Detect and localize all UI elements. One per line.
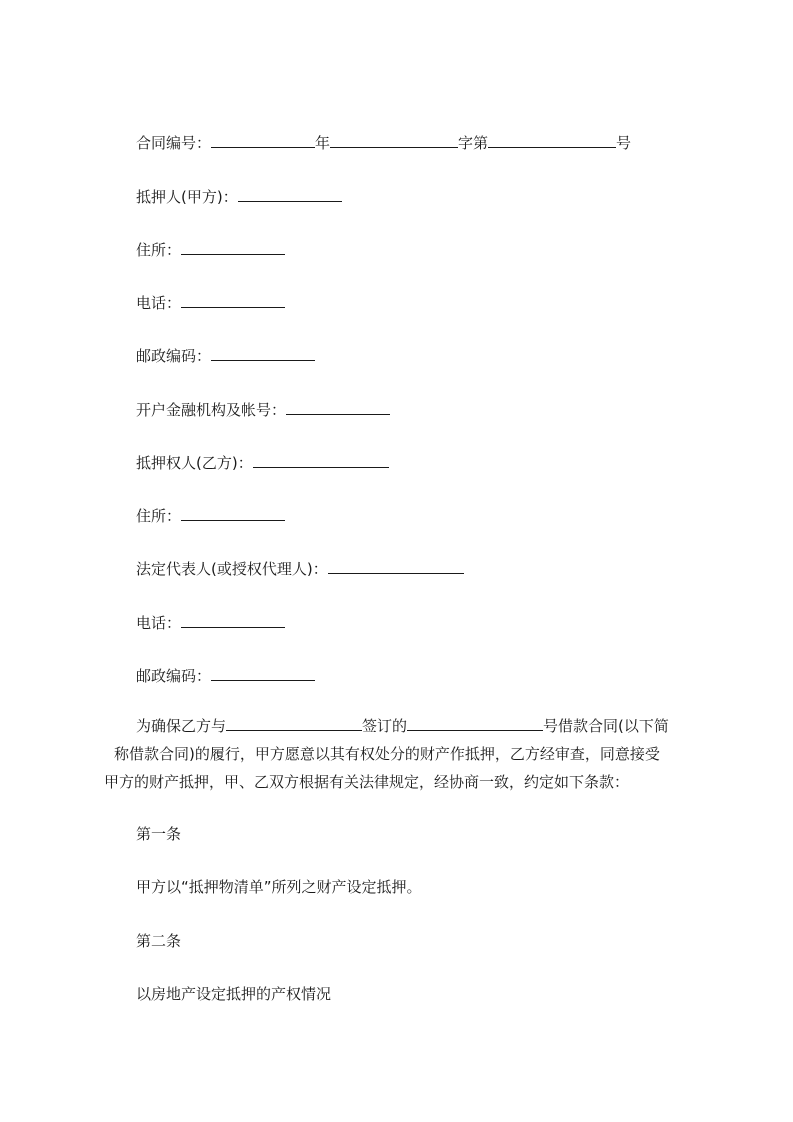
mortgagee-label: 抵押权人(乙方)： (136, 454, 253, 472)
mortgagor-label: 抵押人(甲方)： (136, 188, 238, 206)
article-2-text: 以房地产设定抵押的产权情况 (136, 985, 332, 1003)
preamble-part-3: 号借款合同(以下简 (543, 717, 669, 735)
contract-number-line (136, 131, 631, 153)
mortgagor-address-label: 住所： (136, 241, 182, 259)
mortgagor-bank-blank[interactable] (286, 398, 390, 415)
mortgagor-bank-label: 开户金融机构及帐号： (136, 401, 287, 419)
contract-year-suffix: 年 (315, 134, 331, 152)
preamble-paragraph (104, 712, 669, 796)
mortgagor-address-line (136, 238, 285, 260)
mortgagee-address-label: 住所： (136, 507, 182, 525)
mortgagor-phone-line (136, 291, 285, 313)
preamble-part-2: 签订的 (362, 717, 408, 735)
mortgagee-postcode-blank[interactable] (211, 664, 315, 681)
article-1-title: 第一条 (136, 825, 182, 843)
preamble-contract-no-blank[interactable] (407, 714, 543, 731)
mortgagee-address-blank[interactable] (181, 504, 285, 521)
preamble-line-1 (104, 712, 669, 740)
mortgagor-address-blank[interactable] (181, 238, 285, 255)
mortgagor-postcode-label: 邮政编码： (136, 347, 212, 365)
mortgagee-rep-blank[interactable] (328, 557, 464, 574)
mortgagor-postcode-line (136, 344, 315, 366)
contract-serial-blank[interactable] (488, 131, 616, 148)
mortgagee-rep-line (136, 557, 464, 579)
mortgagee-phone-line (136, 611, 285, 633)
article-2-title: 第二条 (136, 932, 182, 950)
preamble-line-3: 甲方的财产抵押，甲、乙双方根据有关法律规定，经协商一致，约定如下条款： (104, 773, 630, 791)
mortgagor-line (136, 185, 342, 207)
mortgagee-address-line (136, 504, 285, 526)
contract-number-blank[interactable] (211, 131, 315, 148)
mortgagee-rep-label: 法定代表人(或授权代理人)： (136, 560, 328, 578)
mortgagor-blank[interactable] (238, 185, 342, 202)
mortgagor-phone-label: 电话： (136, 294, 182, 312)
contract-zi-di: 字第 (458, 134, 489, 152)
contract-zi-blank[interactable] (330, 131, 458, 148)
preamble-line-2: 称借款合同)的履行，甲方愿意以其有权处分的财产作抵押，乙方经审查，同意接受 (114, 745, 660, 763)
preamble-lender-blank[interactable] (226, 714, 362, 731)
mortgagee-blank[interactable] (253, 451, 389, 468)
article-1-text: 甲方以“抵押物清单”所列之财产设定抵押。 (136, 878, 422, 896)
mortgagee-phone-label: 电话： (136, 614, 182, 632)
mortgagee-postcode-line (136, 664, 315, 686)
preamble-part-1: 为确保乙方与 (136, 717, 227, 735)
mortgagor-postcode-blank[interactable] (211, 344, 315, 361)
mortgagor-bank-line (136, 398, 390, 420)
contract-hao: 号 (616, 134, 632, 152)
mortgagee-phone-blank[interactable] (181, 611, 285, 628)
mortgagee-line (136, 451, 389, 473)
mortgagee-postcode-label: 邮政编码： (136, 667, 212, 685)
contract-number-label: 合同编号： (136, 134, 212, 152)
mortgagor-phone-blank[interactable] (181, 291, 285, 308)
